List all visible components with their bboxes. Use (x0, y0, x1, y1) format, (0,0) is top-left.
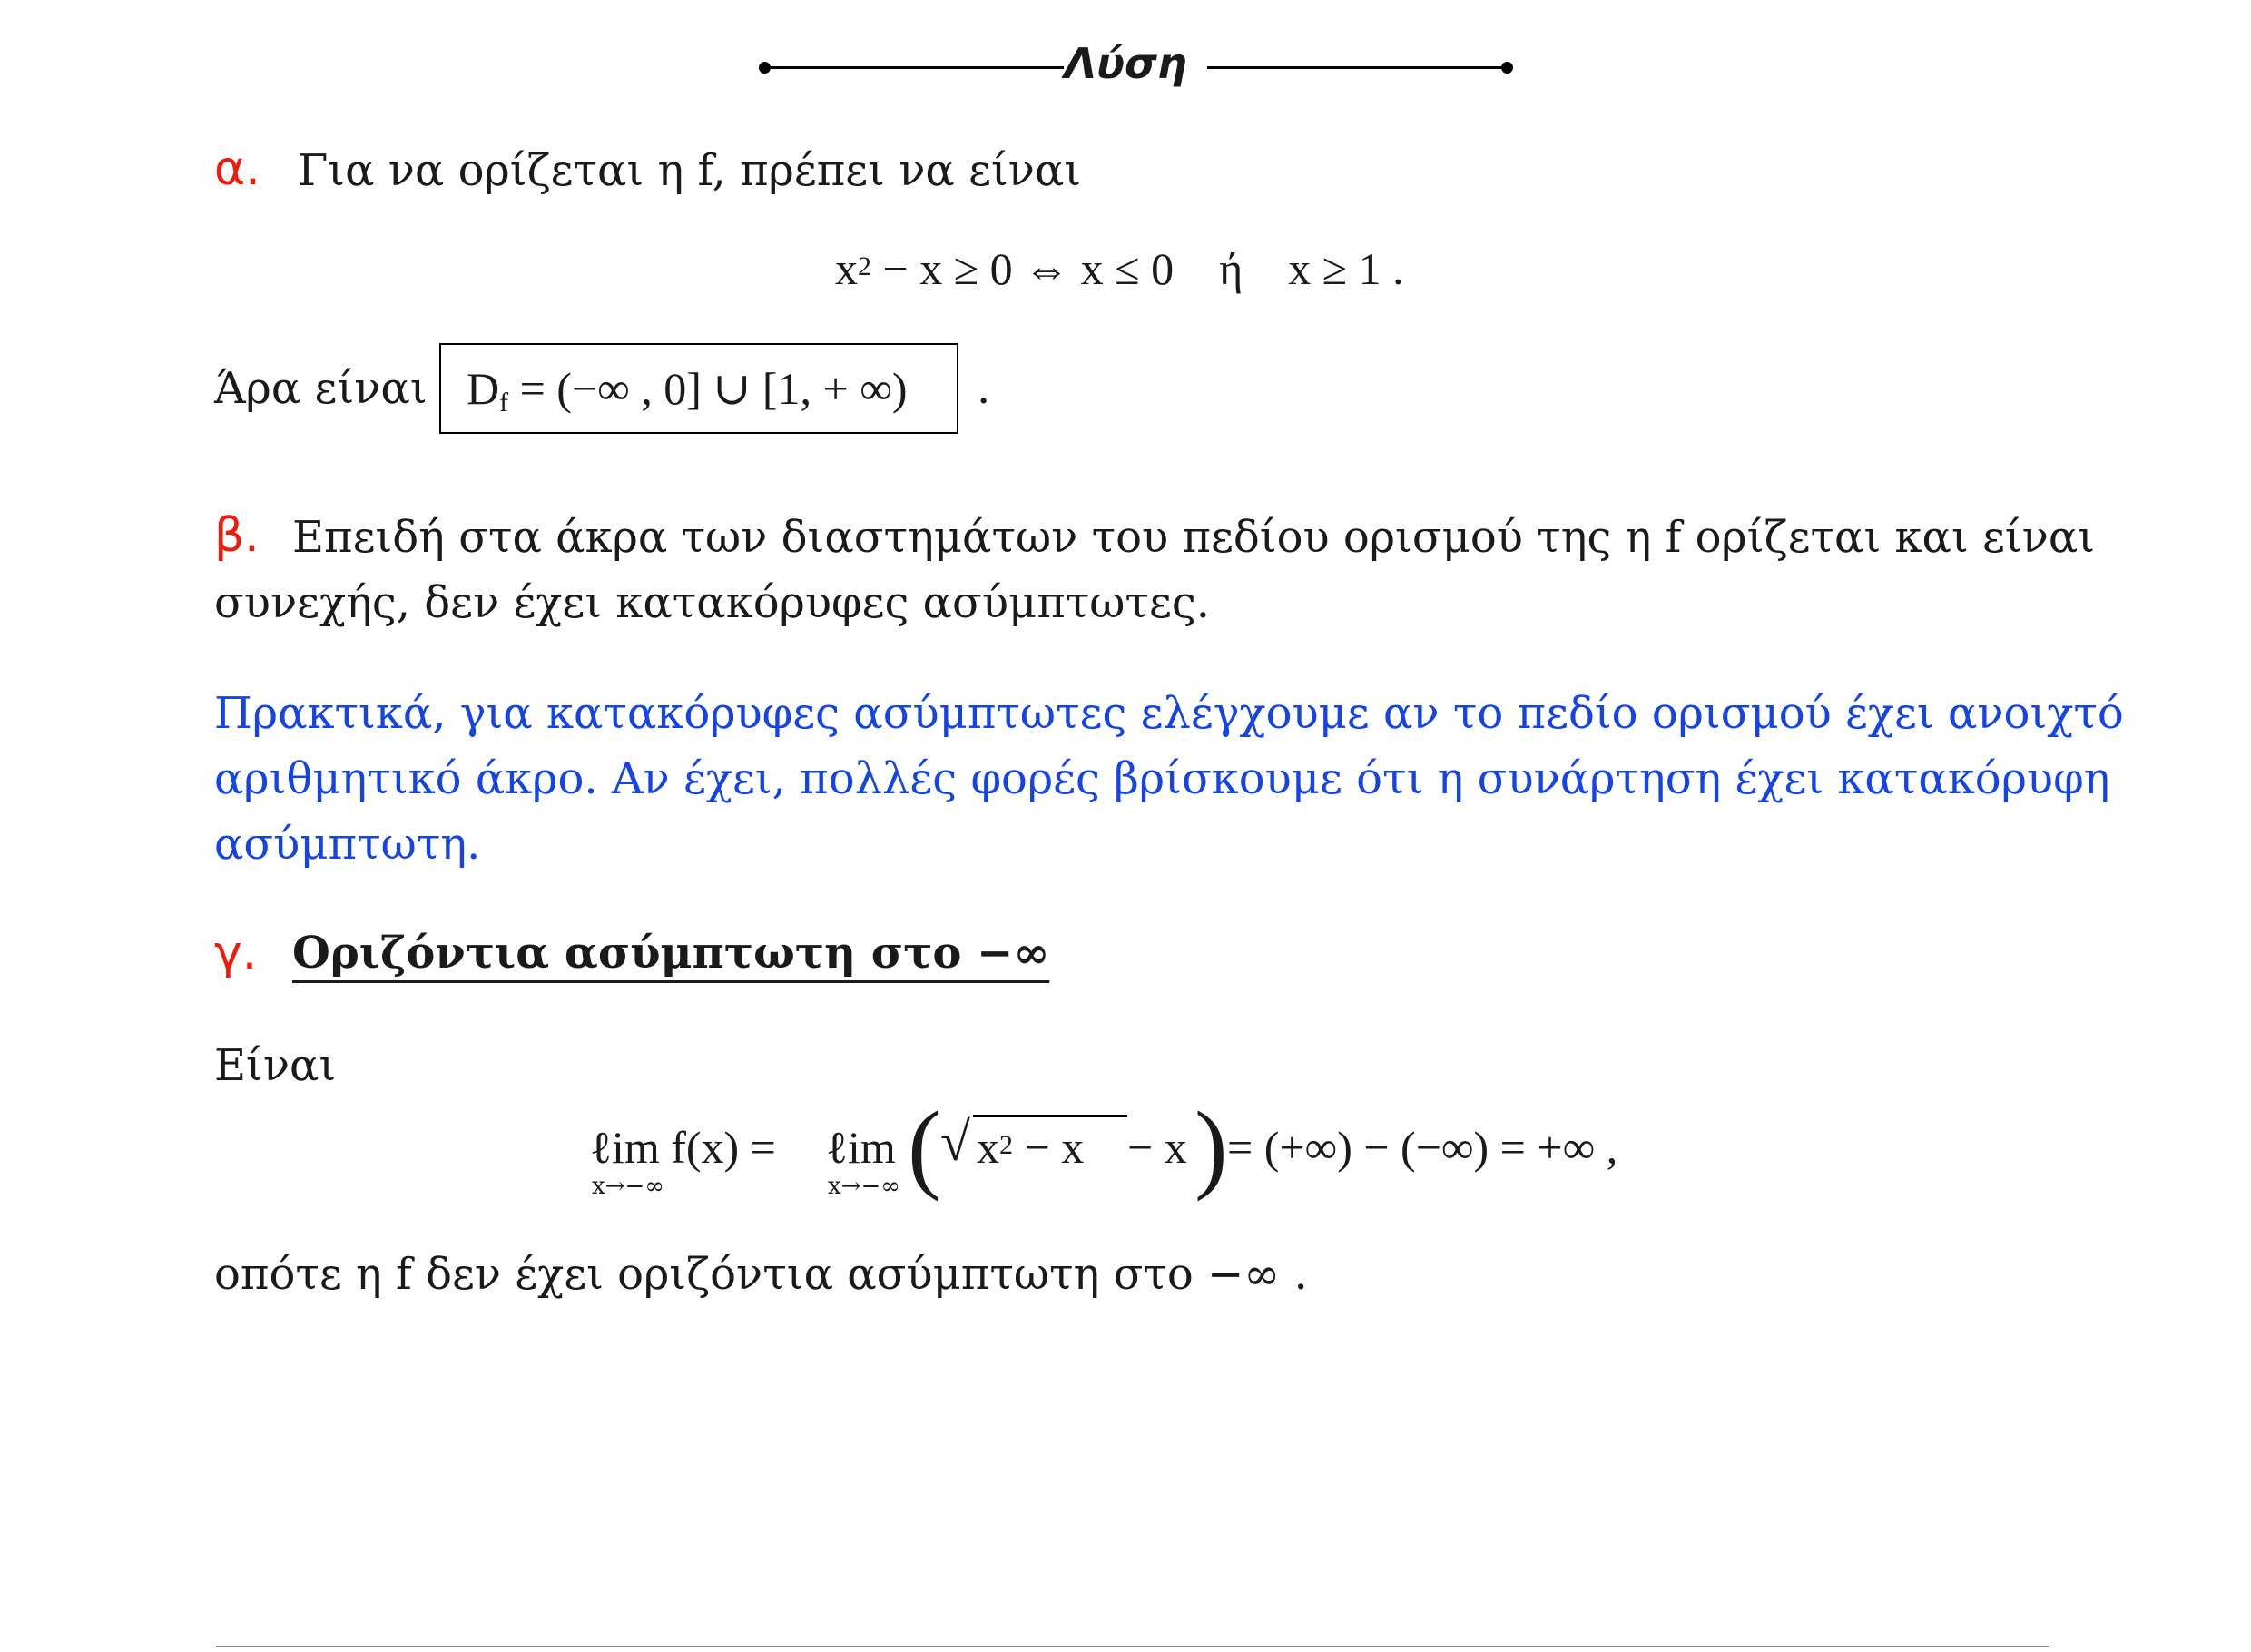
sqrt-bar (973, 1115, 1127, 1117)
note-line3: ασύμπτωτη. (214, 819, 481, 870)
header-rule-right (1207, 66, 1507, 69)
part-c-conclusion: οπότε η f δεν έχει οριζόντια ασύμπτωτη στο −∞ . (214, 1249, 1308, 1300)
part-b-line1: Επειδή στα άκρα των διαστημάτων του πεδίου ορισμού της η f ορίζεται και είναι (292, 512, 2096, 563)
big-paren-right: ) (1194, 1091, 1228, 1202)
part-c-heading: Οριζόντια ασύμπτωτη στο −∞ (292, 928, 1050, 978)
part-a-conclusion-suffix: . (977, 363, 991, 414)
lim1: ℓim f(x) = (590, 1122, 776, 1173)
part-c-label: γ. (214, 926, 258, 980)
limit-result: = (+∞) − (−∞) = +∞ , (1227, 1122, 1618, 1173)
part-a-text: Για να ορίζεται η f, πρέπει να είναι (298, 145, 1082, 196)
part-c-intro: Είναι (214, 1040, 337, 1091)
after-sqrt: − x (1127, 1122, 1187, 1173)
part-b-line2: συνεχής, δεν έχει κατακόρυφες ασύμπτωτες. (214, 577, 1210, 628)
note-line2: αριθμητικό άκρο. Αν έχει, πολλές φορές βρίσκουμε ότι η συνάρτηση έχει κατακόρυφη (214, 753, 2110, 804)
lim2-sub: x→−∞ (828, 1173, 900, 1200)
domain-value: = (−∞ , 0] ∪ [1, + ∞) (508, 363, 908, 414)
footer-rule (216, 1646, 2049, 1647)
solution-title: Λύση (1064, 39, 1187, 88)
limit-equation (581, 1089, 1688, 1207)
header-rule-right-dot (1501, 62, 1513, 74)
note-line1: Πρακτικά, για κατακόρυφες ασύμπτωτες ελέγχουμε αν το πεδίο ορισμού έχει ανοιχτό (214, 688, 2124, 739)
domain-subscript: f (499, 387, 509, 418)
sqrt-content: $x^2 - x$ (977, 1122, 1085, 1173)
part-b-label: β. (214, 508, 260, 563)
domain-symbol: D (467, 363, 500, 414)
lim2: ℓim (826, 1122, 896, 1173)
part-a-conclusion-prefix: Άρα είναι (214, 363, 428, 414)
lim1-sub: x→−∞ (592, 1173, 664, 1200)
part-a-label: α. (214, 142, 260, 196)
domain-box (439, 343, 958, 434)
sqrt-sign: √ (940, 1112, 970, 1172)
header-rule-left (764, 66, 1064, 69)
part-a-equation: $x^2 - x \ge 0$ ⇔ x ≤ 0 ή x ≥ 1 . (835, 243, 1404, 294)
big-paren-left: ( (908, 1091, 941, 1202)
